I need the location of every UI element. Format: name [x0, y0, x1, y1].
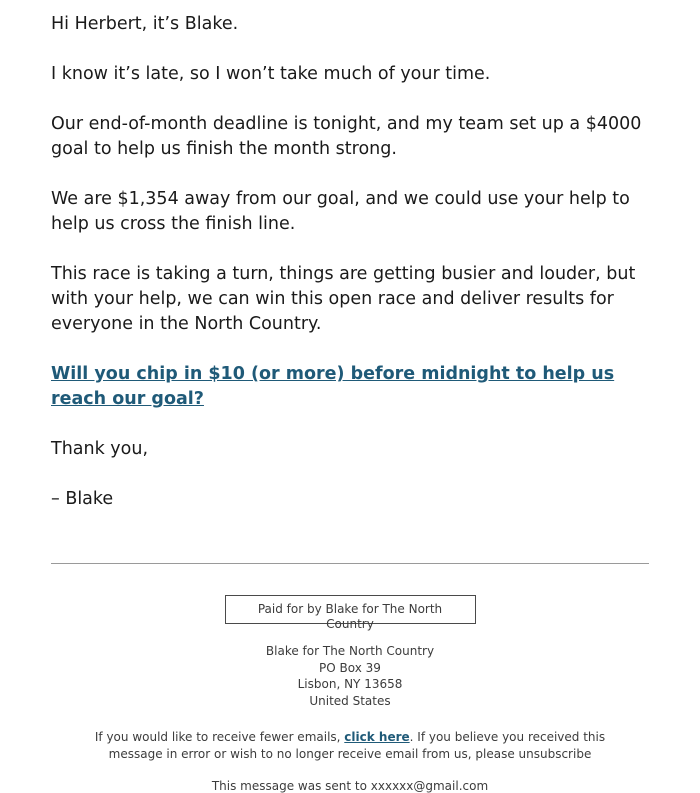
footer-divider: [51, 563, 649, 564]
sent-to-notice: This message was sent to xxxxxx@gmail.com: [211, 779, 489, 793]
closing: Thank you,: [51, 439, 149, 459]
donate-link[interactable]: Will you chip in $10 (or more) before midnight to help us reach our goal?: [51, 364, 615, 409]
address-box: PO Box 39: [319, 660, 381, 675]
address-city: Lisbon, NY 13658: [297, 677, 403, 691]
email-body: [51, 12, 661, 537]
paragraph-intro: I know it’s late, so I won’t take much of your time.: [51, 64, 491, 84]
fewer-emails-link[interactable]: click here: [344, 730, 410, 744]
paragraph-race: This race is taking a turn, things are getting busier and louder, but with your help, we can win this open race and deliver results for everyone in the North Country.: [51, 264, 636, 334]
greeting: Hi Herbert, it’s Blake.: [51, 14, 239, 34]
paid-for-disclaimer: Paid for by Blake for The North Country: [225, 595, 476, 624]
unsub-text-before: If you would like to receive fewer emails,: [94, 730, 345, 744]
mailing-address: [51, 643, 649, 709]
address-name: Blake for The North Country: [265, 644, 435, 658]
unsubscribe-notice: [80, 729, 620, 763]
signature: – Blake: [51, 489, 114, 509]
unsub-text-after: . If you believe you received this message in error or wish to no longer receive email from us, please unsubscribe: [108, 730, 606, 761]
paragraph-goal: We are $1,354 away from our goal, and we could use your help to help us cross the finish line.: [51, 189, 630, 234]
email-footer: [51, 595, 649, 793]
address-country: United States: [309, 693, 391, 708]
paragraph-deadline: Our end-of-month deadline is tonight, and my team set up a $4000 goal to help us finish the month strong.: [51, 114, 642, 159]
